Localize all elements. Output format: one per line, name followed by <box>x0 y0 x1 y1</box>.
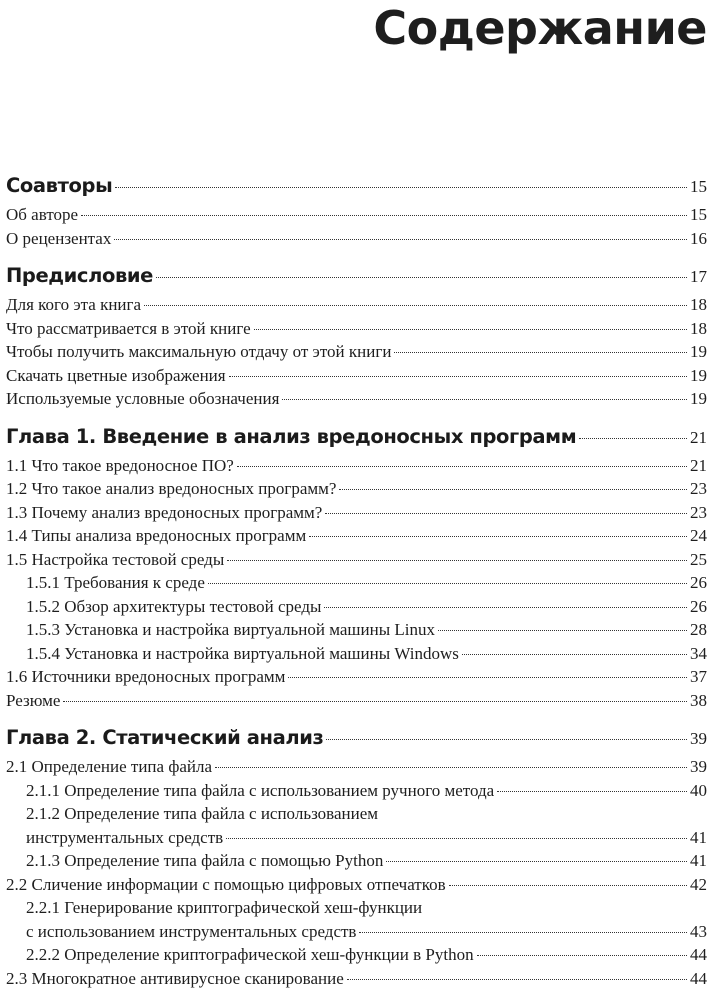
toc-entry-title: 1.6 Источники вредоносных программ <box>6 667 286 686</box>
toc-page-number: 23 <box>690 479 707 498</box>
dot-leader <box>497 791 687 792</box>
toc-entry-title-continuation: инструментальных средств <box>26 827 224 847</box>
toc-entry[interactable] <box>6 548 707 572</box>
toc-entry[interactable] <box>6 364 707 388</box>
dot-leader <box>63 701 687 702</box>
toc-entry-title: Скачать цветные изображения <box>6 365 226 385</box>
toc-entry-title: Об авторе <box>6 205 79 224</box>
toc-entry[interactable] <box>6 849 707 873</box>
dot-leader <box>81 215 687 216</box>
toc-entry-title: 2.2.1 Генерирование криптографической хеш-функции <box>26 898 423 917</box>
toc-entry-title: О рецензентах <box>6 228 112 248</box>
toc-page-number: 41 <box>690 851 707 870</box>
toc-entry[interactable] <box>6 524 707 548</box>
toc-entry[interactable] <box>6 501 707 525</box>
dot-leader <box>449 885 687 886</box>
toc-entry-title: Что рассматривается в этой книге <box>6 318 251 338</box>
dot-leader <box>386 861 687 862</box>
toc-entry-title: Для кого эта книга <box>6 295 142 314</box>
toc-entry-title: 2.2.2 Определение криптографической хеш-функции в Python <box>26 945 474 964</box>
toc-entry[interactable] <box>6 595 707 619</box>
toc-entry[interactable] <box>6 340 707 364</box>
dot-leader <box>339 489 687 490</box>
toc-page-number: 38 <box>690 690 707 710</box>
dot-leader <box>254 329 687 330</box>
toc-section-title: Соавторы <box>6 174 113 197</box>
toc-page-number: 19 <box>690 365 707 385</box>
toc-entry-title: 2.1.2 Определение типа файла с использованием <box>26 804 379 823</box>
toc-entry[interactable] <box>6 967 707 991</box>
dot-leader <box>477 955 687 956</box>
toc-page-number: 24 <box>690 526 707 545</box>
toc-entry[interactable] <box>6 293 707 317</box>
toc-page-number: 39 <box>690 757 707 776</box>
toc-section-title: Глава 2. Статический анализ <box>6 726 324 749</box>
dot-leader <box>325 513 687 514</box>
toc-page-number: 21 <box>690 455 707 475</box>
toc-entry[interactable] <box>6 665 707 689</box>
toc-page-number: 41 <box>690 827 707 847</box>
dot-leader <box>462 654 687 655</box>
toc-entry-title: Резюме <box>6 690 61 710</box>
toc-entry-title: Используемые условные обозначения <box>6 389 280 408</box>
toc-entry[interactable] <box>6 618 707 642</box>
toc-entry-title: 1.2 Что такое анализ вредоносных программ? <box>6 479 337 498</box>
dot-leader <box>579 438 687 439</box>
toc-page-number: 40 <box>690 780 707 800</box>
toc-entry[interactable] <box>6 642 707 666</box>
toc-entry-title: 1.5 Настройка тестовой среды <box>6 549 225 569</box>
toc-entry[interactable] <box>6 802 707 826</box>
toc-page-number: 19 <box>690 342 707 361</box>
toc-entry[interactable] <box>6 387 707 411</box>
toc-page-number: 25 <box>690 549 707 569</box>
toc-page-number: 39 <box>690 729 707 748</box>
toc-entry-title: 2.2 Сличение информации с помощью цифровых отпечатков <box>6 874 446 894</box>
toc-section-heading[interactable] <box>6 170 707 203</box>
toc-page-number: 18 <box>690 295 707 314</box>
toc-entry[interactable] <box>6 454 707 478</box>
toc-page-number: 15 <box>690 205 707 224</box>
toc-entry[interactable] <box>6 873 707 897</box>
toc-entry-title: 1.1 Что такое вредоносное ПО? <box>6 455 234 475</box>
dot-leader <box>208 583 687 584</box>
dot-leader <box>227 560 687 561</box>
toc-section-heading[interactable] <box>6 722 707 755</box>
dot-leader <box>438 630 687 631</box>
toc-page-number: 37 <box>690 667 707 686</box>
dot-leader <box>229 376 687 377</box>
toc-page-number: 18 <box>690 318 707 338</box>
dot-leader <box>326 739 687 740</box>
toc-entry-continuation[interactable] <box>6 826 707 850</box>
toc-page-number: 28 <box>690 620 707 639</box>
toc-entry[interactable] <box>6 896 707 920</box>
dot-leader <box>282 399 687 400</box>
toc-entry-title: 2.1.3 Определение типа файла с помощью Python <box>26 851 384 870</box>
dot-leader <box>324 607 687 608</box>
dot-leader <box>144 305 687 306</box>
toc-entry-title: 1.5.4 Установка и настройка виртуальной машины Windows <box>26 643 459 663</box>
toc-page-number: 19 <box>690 389 707 408</box>
toc-section-title: Предисловие <box>6 264 153 287</box>
toc-page-number: 42 <box>690 874 707 894</box>
toc-entry-title: Чтобы получить максимальную отдачу от этой книги <box>6 342 392 361</box>
toc-entry-title: 1.3 Почему анализ вредоносных программ? <box>6 502 323 522</box>
toc-entry-title: 1.5.2 Обзор архитектуры тестовой среды <box>26 596 322 616</box>
toc-entry[interactable] <box>6 689 707 713</box>
toc-page-number: 26 <box>690 596 707 616</box>
toc-entry-title: 1.5.3 Установка и настройка виртуальной машины Linux <box>26 620 435 639</box>
dot-leader <box>156 277 687 278</box>
table-of-contents <box>6 170 707 990</box>
toc-page-number: 43 <box>690 921 707 941</box>
dot-leader <box>115 187 687 188</box>
toc-entry[interactable] <box>6 571 707 595</box>
toc-entry-title-continuation: с использованием инструментальных средств <box>26 921 357 941</box>
dot-leader <box>215 767 687 768</box>
page-title: Содержание <box>373 1 707 55</box>
dot-leader <box>237 466 687 467</box>
toc-section-title: Глава 1. Введение в анализ вредоносных программ <box>6 424 577 448</box>
dot-leader <box>359 932 687 933</box>
dot-leader <box>347 979 687 980</box>
toc-section-heading[interactable] <box>6 421 707 454</box>
toc-page-number: 44 <box>690 945 707 964</box>
toc-entry[interactable] <box>6 203 707 227</box>
dot-leader <box>226 838 687 839</box>
toc-section-heading[interactable] <box>6 260 707 293</box>
toc-entry[interactable] <box>6 227 707 251</box>
dot-leader <box>394 352 687 353</box>
toc-page-number: 21 <box>690 427 707 447</box>
toc-entry[interactable] <box>6 477 707 501</box>
toc-page-number: 17 <box>690 267 707 286</box>
toc-page-number: 23 <box>690 502 707 522</box>
toc-entry[interactable] <box>6 755 707 779</box>
toc-entry[interactable] <box>6 317 707 341</box>
toc-page-number: 34 <box>690 643 707 663</box>
toc-page-number: 26 <box>690 573 707 592</box>
toc-entry-title: 2.1.1 Определение типа файла с использованием ручного метода <box>26 780 495 800</box>
dot-leader <box>114 239 687 240</box>
toc-page-number: 15 <box>690 177 707 196</box>
dot-leader <box>309 536 687 537</box>
toc-entry-title: 2.1 Определение типа файла <box>6 757 213 776</box>
toc-page-number: 44 <box>690 968 707 988</box>
dot-leader <box>288 677 687 678</box>
toc-entry[interactable] <box>6 779 707 803</box>
toc-entry-title: 1.4 Типы анализа вредоносных программ <box>6 526 307 545</box>
toc-entry-title: 2.3 Многократное антивирусное сканирование <box>6 968 344 988</box>
toc-page-number: 16 <box>690 228 707 248</box>
toc-entry-continuation[interactable] <box>6 920 707 944</box>
toc-entry-title: 1.5.1 Требования к среде <box>26 573 205 592</box>
toc-entry[interactable] <box>6 943 707 967</box>
